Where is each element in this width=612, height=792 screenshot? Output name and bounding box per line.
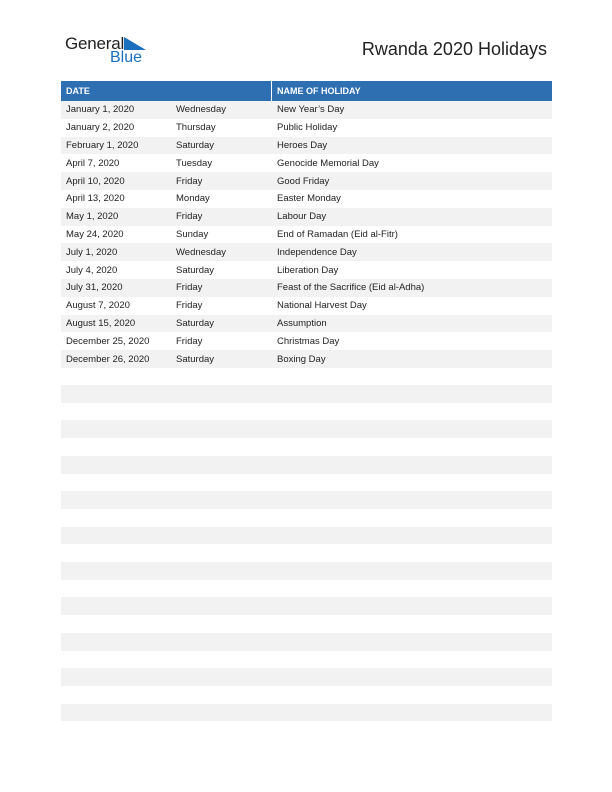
row-date: April 10, 2020 xyxy=(66,175,125,187)
row-date: May 24, 2020 xyxy=(66,228,124,240)
header-date: DATE xyxy=(66,86,90,96)
row-day: Saturday xyxy=(176,139,215,151)
brand-logo xyxy=(65,34,155,70)
row-day: Thursday xyxy=(176,122,216,134)
table-row xyxy=(61,226,552,244)
row-day: Saturday xyxy=(176,353,215,365)
row-holiday-name: Heroes Day xyxy=(277,139,328,151)
empty-rows xyxy=(61,385,552,739)
table-row xyxy=(61,208,552,226)
row-holiday-name: Feast of the Sacrifice (Eid al-Adha) xyxy=(277,282,425,294)
row-day: Sunday xyxy=(176,228,209,240)
empty-row xyxy=(61,633,552,651)
table-row xyxy=(61,297,552,315)
row-day: Wednesday xyxy=(176,246,226,258)
table-header xyxy=(61,81,552,101)
empty-row xyxy=(61,562,552,580)
row-day: Saturday xyxy=(176,264,215,276)
table-row xyxy=(61,119,552,137)
row-date: July 1, 2020 xyxy=(66,246,118,258)
row-holiday-name: End of Ramadan (Eid al-Fitr) xyxy=(277,228,398,240)
empty-row xyxy=(61,491,552,509)
row-holiday-name: New Year’s Day xyxy=(277,104,345,116)
empty-row xyxy=(61,597,552,615)
row-date: April 7, 2020 xyxy=(66,157,120,169)
row-date: May 1, 2020 xyxy=(66,211,119,223)
header-name: NAME OF HOLIDAY xyxy=(277,86,361,96)
empty-row xyxy=(61,704,552,722)
row-holiday-name: Christmas Day xyxy=(277,335,340,347)
row-date: July 4, 2020 xyxy=(66,264,118,276)
row-day: Wednesday xyxy=(176,104,226,116)
row-date: August 7, 2020 xyxy=(66,300,130,312)
row-date: April 13, 2020 xyxy=(66,193,125,205)
empty-row xyxy=(61,668,552,686)
row-date: January 1, 2020 xyxy=(66,104,135,116)
logo-general-text: General xyxy=(65,34,125,53)
row-date: December 26, 2020 xyxy=(66,353,150,365)
row-holiday-name: Liberation Day xyxy=(277,264,339,276)
row-day: Tuesday xyxy=(176,157,213,169)
table-row xyxy=(61,190,552,208)
row-day: Friday xyxy=(176,211,203,223)
row-holiday-name: National Harvest Day xyxy=(277,300,367,312)
page-title: Rwanda 2020 Holidays xyxy=(361,39,547,59)
table-row xyxy=(61,172,552,190)
empty-row xyxy=(61,456,552,474)
row-holiday-name: Genocide Memorial Day xyxy=(277,157,379,169)
row-date: January 2, 2020 xyxy=(66,122,135,134)
row-date: February 1, 2020 xyxy=(66,139,139,151)
row-date: July 31, 2020 xyxy=(66,282,123,294)
row-day: Friday xyxy=(176,282,203,294)
row-day: Monday xyxy=(176,193,210,205)
empty-row xyxy=(61,385,552,403)
holiday-table xyxy=(61,81,552,368)
table-row xyxy=(61,315,552,333)
row-holiday-name: Easter Monday xyxy=(277,193,341,205)
row-holiday-name: Boxing Day xyxy=(277,353,326,365)
row-day: Friday xyxy=(176,175,203,187)
row-day: Friday xyxy=(176,300,203,312)
row-date: August 15, 2020 xyxy=(66,317,136,329)
row-day: Friday xyxy=(176,335,203,347)
table-row xyxy=(61,261,552,279)
row-holiday-name: Public Holiday xyxy=(277,122,338,134)
table-row xyxy=(61,154,552,172)
row-day: Saturday xyxy=(176,317,215,329)
table-row xyxy=(61,101,552,119)
empty-row xyxy=(61,527,552,545)
row-holiday-name: Good Friday xyxy=(277,175,330,187)
row-holiday-name: Independence Day xyxy=(277,246,357,258)
empty-row xyxy=(61,420,552,438)
table-row xyxy=(61,243,552,261)
table-row xyxy=(61,332,552,350)
row-holiday-name: Labour Day xyxy=(277,211,327,223)
row-holiday-name: Assumption xyxy=(277,317,327,329)
row-date: December 25, 2020 xyxy=(66,335,150,347)
table-row xyxy=(61,350,552,368)
table-row xyxy=(61,279,552,297)
table-row xyxy=(61,137,552,155)
table-body xyxy=(61,101,552,368)
logo-blue-text: Blue xyxy=(110,49,143,66)
